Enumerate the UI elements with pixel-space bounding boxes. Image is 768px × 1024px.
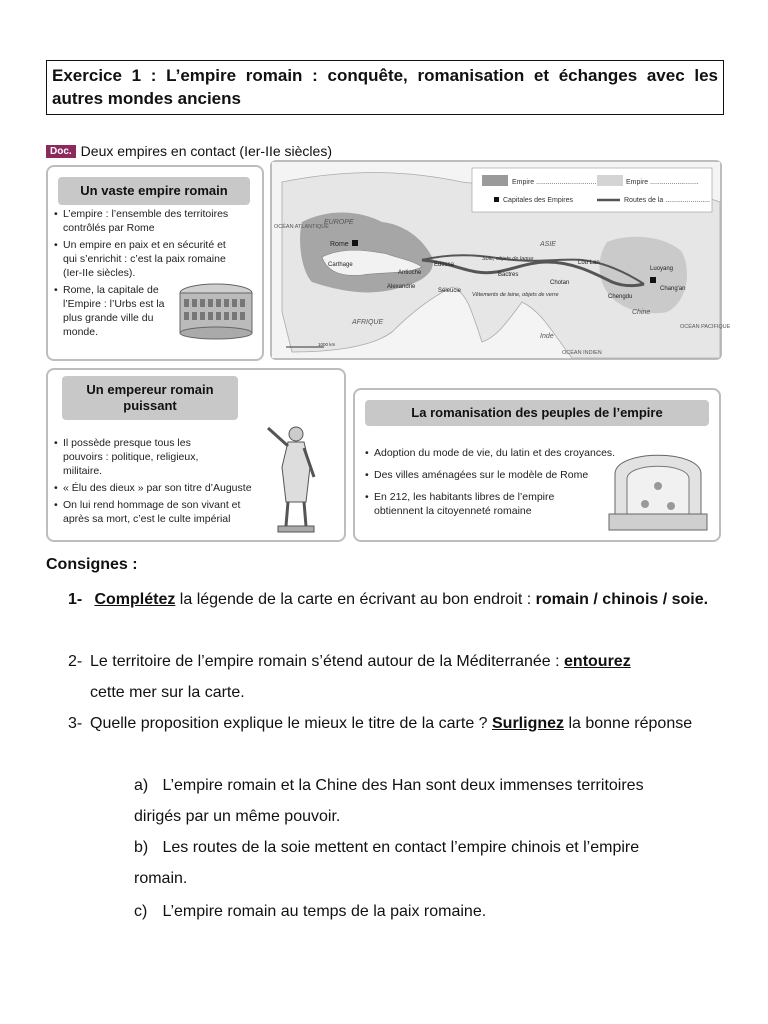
label-vetements: Vêtements de laine, objets de verre	[472, 292, 559, 298]
bullet: • L’empire : l’ensemble des territoires contrôlés par Rome	[54, 207, 254, 235]
label-chengdu: Chengdu	[608, 294, 633, 300]
option-a-letter: a)	[134, 777, 149, 794]
label-loulan: Lou Lan	[578, 260, 600, 266]
label-carthage: Carthage	[328, 262, 353, 268]
q2-verb: entourez	[564, 653, 631, 670]
bullet: • Un empire en paix et en sécurité et qui s’enrichit : c’est la paix romaine (Ier-IIe siècles).	[54, 238, 233, 280]
panel-vaste-empire-title: Un vaste empire romain	[58, 177, 250, 205]
q1-text: la légende de la carte en écrivant au bon endroit :	[175, 591, 536, 608]
q2-text: Le territoire de l’empire romain s’étend autour de la Méditerranée :	[90, 653, 565, 670]
label-alexandrie: Alexandrie	[387, 284, 416, 290]
label-edessa: Edessa	[434, 262, 455, 268]
doc-title: Deux empires en contact (Ier-IIe siècles)	[80, 143, 332, 159]
question-1	[68, 584, 728, 615]
label-luoyang: Luoyang	[650, 266, 674, 272]
q3-text: Quelle proposition explique le mieux le titre de la carte ?	[90, 715, 492, 732]
label-antioche: Antioche	[398, 270, 422, 276]
panel-vaste-empire	[46, 165, 264, 361]
panel-romanisation	[353, 388, 721, 542]
bullet: • Des villes aménagées sur le modèle de Rome	[365, 468, 605, 482]
label-rome: Rome	[330, 241, 349, 248]
panel-empereur-bullets	[54, 436, 254, 529]
question-2	[68, 646, 708, 708]
option-c-text: L’empire romain au temps de la paix romaine.	[162, 903, 487, 920]
doc-tag: Doc.	[46, 145, 76, 158]
label-europe: EUROPE	[324, 219, 354, 226]
panel-empereur	[46, 368, 346, 542]
scale-label: 1000 km	[318, 342, 336, 347]
legend-empire-roman: Empire ...............................	[512, 179, 597, 186]
doc-heading	[46, 143, 332, 159]
question-3	[68, 708, 708, 739]
legend-capitals: Capitales des Empires	[503, 197, 574, 204]
map-two-empires	[270, 160, 731, 360]
q3-text2: la bonne réponse	[564, 715, 693, 732]
option-b[interactable]	[134, 832, 694, 894]
label-ocean-indien: OCÉAN INDIEN	[562, 350, 602, 356]
panel-romanisation-bullets	[365, 446, 616, 521]
bullet: • « Élu des dieux » par son titre d’Auguste	[54, 481, 254, 495]
legend-routes: Routes de la .......................	[624, 197, 710, 204]
bullet: • Adoption du mode de vie, du latin et des croyances.	[365, 446, 624, 460]
q3-verb: Surlignez	[492, 715, 565, 732]
legend-empire-han: Empire .........................	[626, 179, 699, 186]
label-ocean-atlantique: OCÉAN ATLANTIQUE	[274, 224, 329, 230]
option-c[interactable]	[134, 896, 694, 927]
exercise-title: Exercice 1 : L’empire romain : conquête, romanisation et échanges avec les autres mondes anciens	[46, 60, 724, 115]
option-b-letter: b)	[134, 839, 149, 856]
q1-verb: Complétez	[94, 591, 176, 608]
roman-bath-illustration	[605, 434, 711, 534]
q2-text2: cette mer sur la carte.	[90, 684, 245, 701]
label-chine: Chine	[632, 309, 651, 316]
option-c-letter: c)	[134, 903, 148, 920]
label-bactres: Bactres	[498, 272, 519, 278]
panel-romanisation-title: La romanisation des peuples de l’empire	[365, 400, 709, 426]
bullet: • Rome, la capitale de l’Empire : l’Urbs est la plus grande ville du monde.	[54, 283, 183, 339]
q1-answer: romain / chinois / soie.	[535, 591, 709, 608]
option-a-text: L’empire romain et la Chine des Han sont deux immenses territoires dirigés par un même pouvoir.	[134, 777, 644, 825]
bullet: • On lui rend hommage de son vivant et après sa mort, c’est le culte impérial	[54, 498, 243, 526]
label-soie: Soie, objets de laque	[482, 256, 534, 262]
label-asie: ASIE	[540, 241, 556, 248]
emperor-statue-illustration	[256, 422, 336, 534]
option-a[interactable]	[134, 770, 694, 832]
label-ocean-pacifique: OCÉAN PACIFIQUE	[680, 324, 731, 330]
consignes-heading: Consignes :	[46, 556, 138, 573]
label-inde: Inde	[540, 333, 554, 340]
bullet: • Il possède presque tous les pouvoirs : politique, religieux, militaire.	[54, 436, 233, 478]
label-afrique: AFRIQUE	[352, 319, 384, 326]
label-seleucie: Séleucie	[438, 288, 462, 294]
q2-number: 2-	[68, 653, 83, 670]
q3-number: 3-	[68, 715, 83, 732]
panel-empereur-title: Un empereur romain puissant	[62, 376, 238, 420]
label-chotan: Chotan	[550, 280, 570, 286]
option-b-text: Les routes de la soie mettent en contact l’empire chinois et l’empire romain.	[134, 839, 640, 887]
bullet: • En 212, les habitants libres de l’empire obtiennent la citoyenneté romaine	[365, 490, 574, 518]
q1-number: 1-	[68, 591, 83, 608]
colosseum-illustration	[176, 279, 256, 341]
label-changan: Chang'an	[660, 286, 686, 292]
